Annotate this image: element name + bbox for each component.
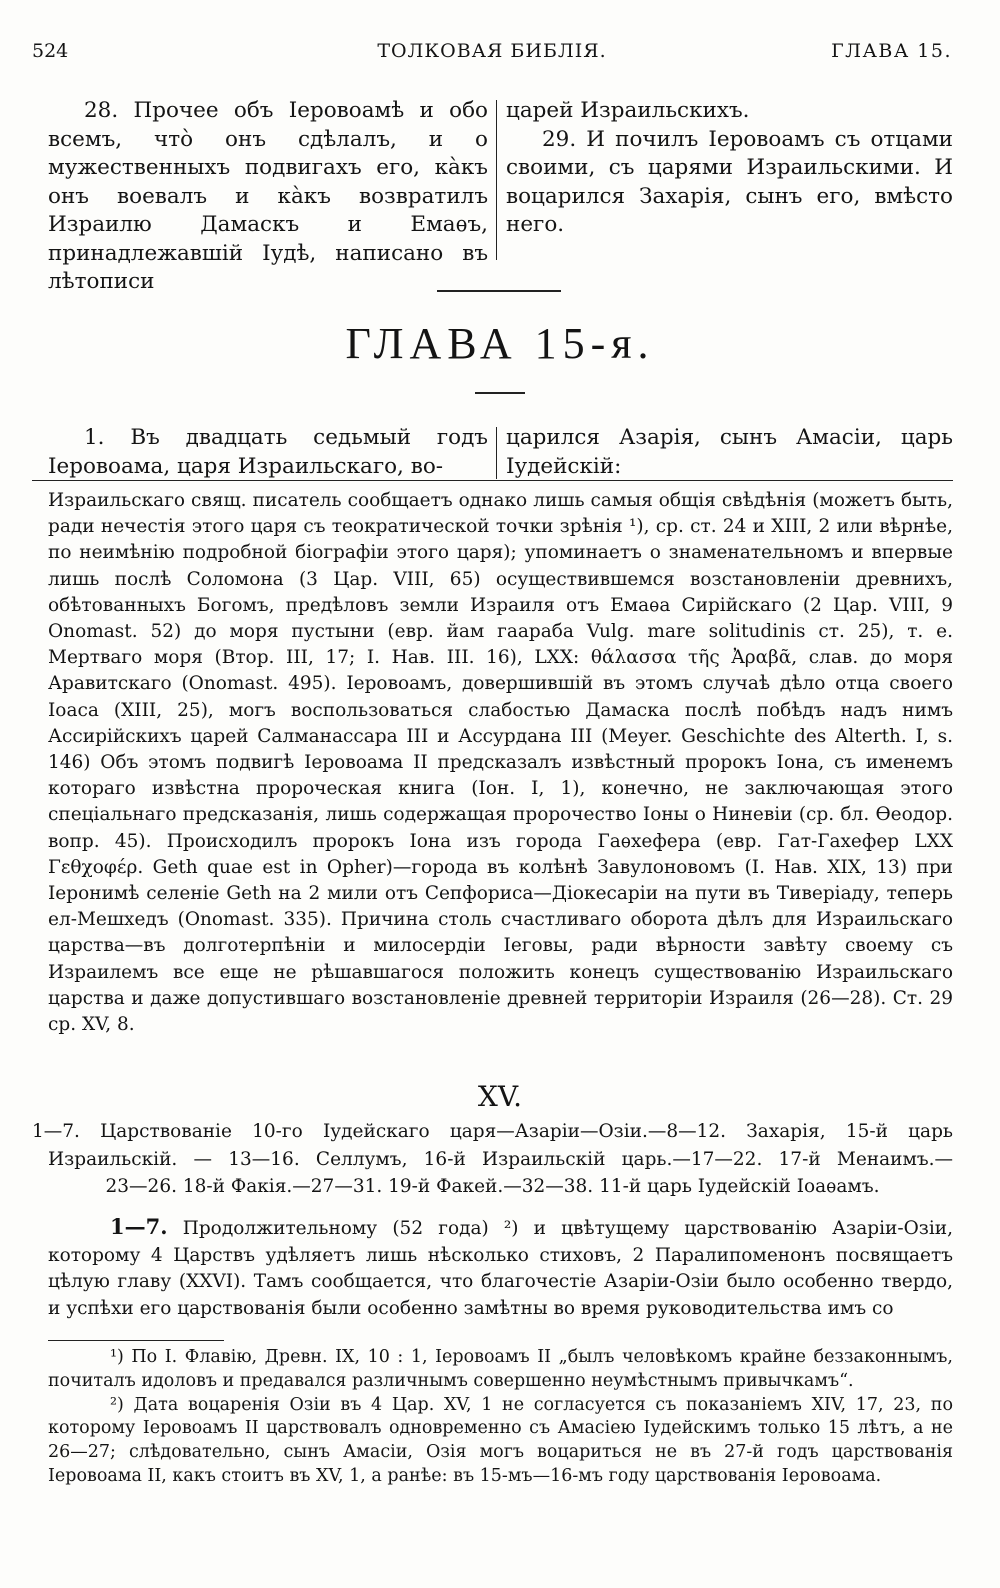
footnotes [48,1346,953,1489]
separator-rule-top [437,290,561,292]
footnote-mark: ¹) [110,1347,124,1367]
verse-28-left-column [48,97,488,297]
chapter-reference: ГЛАВА 15. [831,40,952,62]
verse-1-right-column [506,424,953,481]
chapter-heading: ГЛАВА 15-я. [345,319,655,368]
separator-rule-short [475,392,525,394]
verse-29-text: 29. И почилъ Іеровоамъ съ отцами своими, съ царями Израильскими. И воцарился Захарія, сынъ его, вмѣсто него. [506,126,953,237]
book-title: ТОЛКОВАЯ БИБЛІЯ. [377,40,607,62]
section-1-7-lead: 1—7. [110,1214,168,1239]
verse-28-continuation: царей Израильскихъ. [506,98,750,123]
verse-28-29-right-column [506,97,953,240]
commentary-text: Израильскаго свящ. писатель сообщаетъ однако лишь самыя общія свѣдѣнія (можетъ быть, ради нечестія этого царя съ теократической точки зрѣнія ¹), ср. ст. 24 и XIII, 2 или вѣрнѣе, по неимѣнію подробной біографіи этого царя); упоминаетъ о знаменательномъ и впервые лишь послѣ Соломона (3 Цар. VIII, 65) осуществившемся возстановленіи древнихъ, обѣтованныхъ Богомъ, предѣловъ земли Израиля отъ Емаѳа Сирійскаго (2 Цар. VIII, 9 Onomast. 52) до моря пустыни (евр. йам гаараба Vulg. mare solitudinis ст. 25), т. е. Мертваго моря (Втор. III, 17; І. Нав. III. 16), LXX: θάλασσα τῆς Ἀραβᾶ, слав. до моря Аравитскаго (Onomast. 495). Іеровоамъ, довершившій въ этомъ случаѣ дѣло отца своего Іоаса (XIII, 25), могъ воспользоваться слабостью Дамаска послѣ побѣдъ надъ нимъ Ассирійскихъ царей Салманассара III и Ассурдана III (Meyer. Geschichte des Alterth. I, s. 146) Объ этомъ подвигѣ Іеровоама II предсказалъ извѣстный пророкъ Іона, съ именемъ котораго извѣстна пророческая книга (Іон. I, 1), конечно, не заключающая этого спеціальнаго предсказанія, лишь содержащая пророчество Іоны о Ниневіи (ср. бл. Ѳеодор. вопр. 45). Происходилъ пророкъ Іона изъ города Гаѳхефера (евр. Гат-Гахефер LXX Γεθχοφέρ. Geth quae est in Opher)—города въ колѣнѣ Завулоновомъ (І. Нав. XIX, 13) при Іеронимѣ селеніе Geth на 2 мили отъ Сепфориса—Діокесаріи на пути въ Тиверіаду, теперь ел-Мешхедъ (Onomast. 335). Причина столь счастливаго оборота дѣлъ для Израильскаго царства—въ долготерпѣніи и милосердіи Іеговы, ради вѣрности завѣту своему съ Израилемъ все еще не рѣшавшагося положить конецъ существованію Израильскаго царства и даже допустившаго возстановленіе древней территоріи Израиля (26—28). Ст. 29 ср. XV, 8. [48,490,953,1036]
verse-1-block [48,424,953,482]
commentary-rule [32,480,953,481]
verse-28-text: 28. Прочее объ Іеровоамѣ и обо всемъ, что̀ онъ сдѣлалъ, и о мужественныхъ подвигахъ его, ка̀къ онъ воевалъ и ка̀къ возвратилъ Израилю Дамаскъ и Емаѳъ, принадлежавшій Іудѣ, написано въ лѣтописи [48,98,488,294]
footnote-2 [48,1394,953,1489]
summary-line: 1—7. Царствованіе 10-го Іудейскаго царя—Азаріи—Озіи.—8—12. Захарія, 15-й царь [32,1121,953,1142]
footnote-1 [48,1346,953,1394]
verse-1-text: 1. Въ двадцать седьмый годъ Іеровоама, царя Израильскаго, во- [48,425,488,479]
column-divider [496,100,497,260]
page-number: 524 [32,40,69,62]
verse-1-left-column [48,424,488,481]
summary-line: 23—26. 18-й Факія.—27—31. 19-й Факей.—32—38. 11-й царь Іудейскій Іоаѳамъ. [105,1176,880,1197]
section-numeral: XV. [477,1080,523,1113]
chapter-summary [32,1118,953,1201]
previous-chapter-verses [48,97,953,294]
footnote-text: По І. Флавію, Древн. IX, 10 : 1, Іеровоамъ II „былъ человѣкомъ крайне беззаконнымъ, почиталъ идоловъ и предавался различнымъ совершенно неумѣстнымъ привычкамъ“. [48,1347,953,1391]
section-1-7-text: Продолжительному (52 года) ²) и цвѣтущему царствованію Азаріи-Озіи, которому 4 Царствъ удѣляетъ лишь нѣсколько стиховъ, 2 Паралипоменонъ посвящаетъ цѣлую главу (XXVI). Тамъ сообщается, что благочестіе Азаріи-Озіи было особенно твердо, и успѣхи его царствованія были особенно замѣтны во время руководительства имъ со [48,1218,953,1319]
footnote-rule [48,1340,224,1341]
section-1-7 [48,1214,953,1322]
running-header [32,40,952,70]
verse-1-continuation: царился Азарія, сынъ Амасіи, царь Іудейскій: [506,425,953,479]
summary-line: Израильскій. — 13—16. Селлумъ, 16-й Израильскій царь.—17—22. 17-й Менаимъ.— [48,1148,953,1170]
footnote-text: Дата воцаренія Озіи въ 4 Цар. XV, 1 не согласуется съ показаніемъ XIV, 17, 23, по которому Іеровоамъ II царствовалъ одновременно съ Амасіею Іудейскимъ только 15 лѣтъ, а не 26—27; слѣдовательно, сынъ Амасіи, Озія могъ воцариться не въ 27-й годъ царствованія Іеровоама II, какъ стоитъ въ XV, 1, а ранѣе: въ 15-мъ—16-мъ году царствованія Іеровоама. [48,1394,953,1486]
footnote-mark: ²) [110,1394,124,1415]
column-divider [496,427,497,479]
commentary-block [48,488,953,1038]
section-1-7-paragraph [48,1214,953,1322]
